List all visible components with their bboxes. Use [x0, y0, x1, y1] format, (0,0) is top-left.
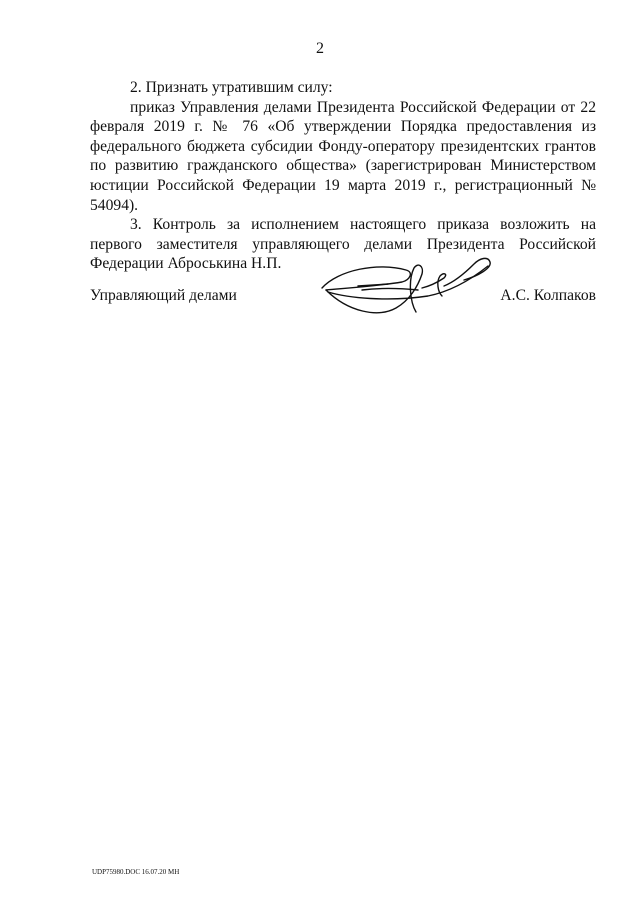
document-body	[90, 78, 596, 274]
signatory-title: Управляющий делами	[90, 287, 237, 304]
paragraph-item-2: 2. Признать утратившим силу:	[130, 79, 333, 96]
paragraph-order-reference: приказ Управления делами Президента Российской Федерации от 22 февраля 2019 г. № 76 «Об утверждении Порядка предоставления из федерального бюджета субсидии Фонду-оператору президентских грантов по развитию гражданского общества» (зарегистрирован Министерством юстиции Российской Федерации 19 марта 2019 г., регистрационный № 54094).	[90, 98, 596, 214]
page-number: 2	[316, 40, 324, 57]
paragraph-item-3: 3. Контроль за исполнением настоящего приказа возложить на первого заместителя управляющего делами Президента Российской Федерации Аброськина Н.П.	[90, 216, 596, 273]
signatory-name: А.С. Колпаков	[500, 287, 596, 304]
document-file-code: UDP75980.DOC 16.07.20 МН	[92, 868, 180, 876]
handwritten-signature-icon	[318, 252, 498, 320]
